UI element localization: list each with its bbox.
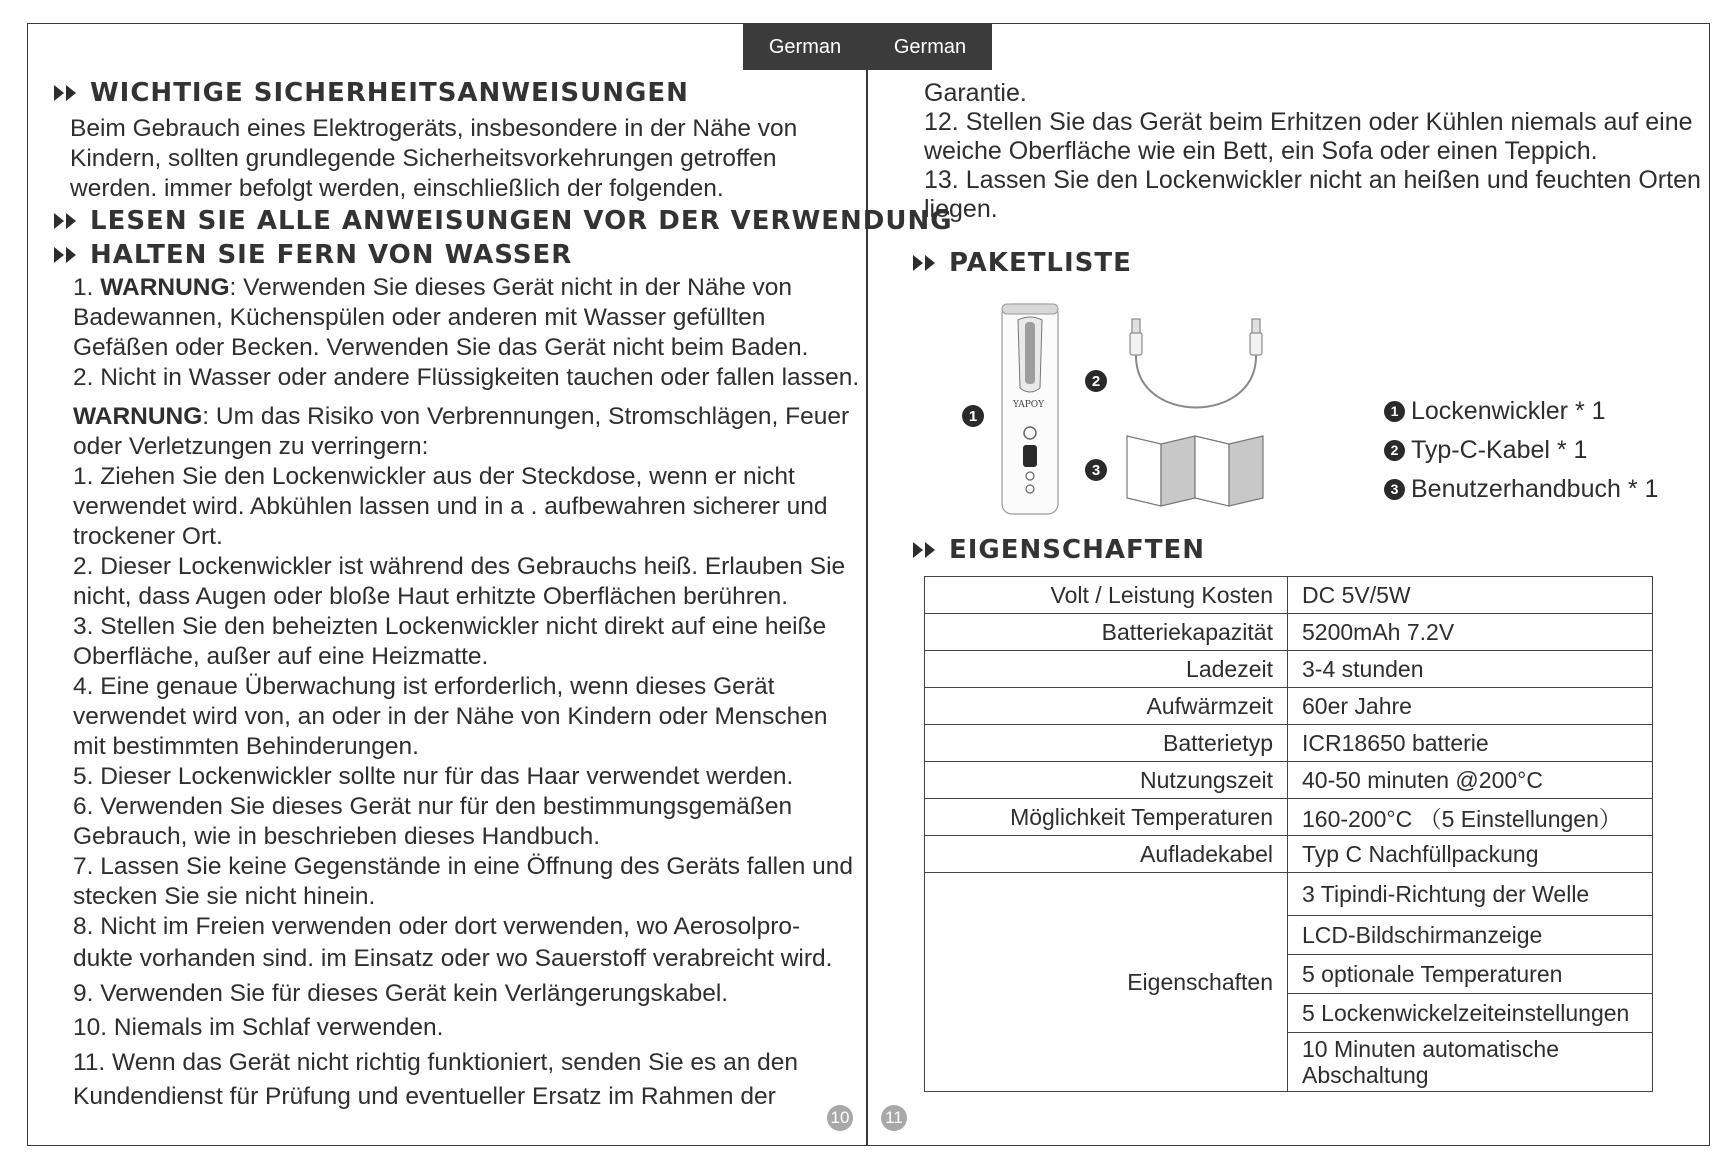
heading-safety-instructions [54, 78, 689, 108]
user-manual-image [1125, 432, 1270, 508]
heading-read-instructions [54, 206, 953, 236]
heading-package-list [913, 248, 1132, 278]
list-item [1384, 431, 1658, 470]
text-line: mit bestimmten Behinderungen. [73, 733, 419, 760]
table-row [925, 577, 1653, 614]
spec-value: 5 Lockenwickelzeiteinstellungen [1288, 994, 1653, 1033]
text-line: Beim Gebrauch eines Elektrogeräts, insbesondere in der Nähe von [70, 115, 798, 142]
intro-paragraph [70, 114, 797, 204]
text-line: Badewannen, Küchenspülen oder anderen mit Wasser gefüllten [73, 304, 766, 331]
heading-text: WICHTIGE SICHERHEITSANWEISUNGEN [90, 78, 689, 108]
package-list [1384, 392, 1658, 509]
warning-label: WARNUNG [100, 274, 230, 301]
text-line: Gefäßen oder Becken. Verwenden Sie das Gerät nicht beim Baden. [73, 334, 809, 361]
heading-text: EIGENSCHAFTEN [949, 535, 1206, 565]
list-item [1384, 392, 1658, 431]
double-arrow-icon [54, 85, 78, 101]
text-line: 6. Verwenden Sie dieses Gerät nur für den bestimmungsgemäßen [73, 793, 793, 820]
table-row [925, 762, 1653, 799]
text-line: Kindern, sollten grundlegende Sicherheitsvorkehrungen getroffen [70, 145, 777, 172]
table-row [925, 688, 1653, 725]
water-warning-list [73, 273, 859, 393]
burn-warning-list [73, 402, 853, 942]
text-line: stecken Sie sie nicht hinein. [73, 883, 376, 910]
table-row [925, 651, 1653, 688]
page-number-left: 10 [827, 1105, 853, 1131]
page-number-right: 11 [881, 1105, 907, 1131]
text-line: Kundendienst für Prüfung und eventueller Ersatz im Rahmen der [73, 1083, 776, 1110]
double-arrow-icon [54, 247, 78, 263]
text-line: weiche Oberfläche wie ein Bett, ein Sofa oder einen Teppich. [924, 137, 1598, 165]
badge-manual: 3 [1085, 459, 1107, 481]
text-line: Oberfläche, außer auf eine Heizmatte. [73, 643, 489, 670]
spec-value: LCD-Bildschirmanzeige [1288, 916, 1653, 955]
double-arrow-icon [913, 255, 937, 271]
text-line: 4. Eine genaue Überwachung ist erforderlich, wenn dieses Gerät [73, 673, 775, 700]
text-line: 7. Lassen Sie keine Gegenstände in eine Öffnung des Geräts fallen und [73, 853, 854, 880]
page-divider [866, 24, 868, 1145]
specification-table [924, 576, 1653, 1092]
text-span: : Verwenden Sie dieses Gerät nicht in der Nähe von [229, 274, 793, 301]
text-line: 8. Nicht im Freien verwenden oder dort verwenden, wo Aerosolpro- [73, 913, 801, 940]
heading-features [913, 535, 1205, 565]
text-line: 5. Dieser Lockenwickler sollte nur für das Haar verwendet werden. [73, 763, 794, 790]
badge-icon: 1 [1384, 401, 1405, 422]
warning-label: WARNUNG [73, 403, 203, 430]
text-line: werden. immer befolgt werden, einschließlich der folgenden. [70, 175, 724, 202]
text-line: 3. Stellen Sie den beheizten Lockenwickler nicht direkt auf eine heiße [73, 613, 827, 640]
text-span: : Um das Risiko von Verbrennungen, Stromschlägen, Feuer [202, 403, 850, 430]
text-line: dukte vorhanden sind. im Einsatz oder wo Sauerstoff verabreicht wird. [73, 945, 833, 972]
text-line: nicht, dass Augen oder bloße Haut erhitzte Oberflächen berühren. [73, 583, 789, 610]
spec-key: Batterietyp [925, 725, 1288, 762]
spec-value: 10 Minuten automatische Abschaltung [1288, 1033, 1653, 1092]
spec-value: Typ C Nachfüllpackung [1288, 836, 1653, 873]
spec-key: Möglichkeit Temperaturen [925, 799, 1288, 836]
badge-icon: 2 [1384, 440, 1405, 461]
table-row [925, 725, 1653, 762]
item-number: 1. [73, 274, 101, 301]
item-label: Benutzerhandbuch * 1 [1411, 475, 1659, 503]
device-brand: YAPOY [1013, 400, 1045, 410]
text-line: oder Verletzungen zu verringern: [73, 433, 429, 460]
text-line: 2. Dieser Lockenwickler ist während des Gebrauchs heiß. Erlauben Sie [73, 553, 846, 580]
spec-key: Nutzungszeit [925, 762, 1288, 799]
heading-text: HALTEN SIE FERN VON WASSER [90, 240, 573, 270]
spec-key: Batteriekapazität [925, 614, 1288, 651]
heading-text: PAKETLISTE [949, 248, 1132, 278]
text-line: Garantie. [924, 79, 1027, 107]
spec-value: 160-200°C （5 Einstellungen） [1288, 799, 1653, 836]
spec-value: 5200mAh 7.2V [1288, 614, 1653, 651]
item-label: Lockenwickler * 1 [1411, 397, 1606, 425]
heading-keep-away-water [54, 240, 572, 270]
spec-value: 5 optionale Temperaturen [1288, 955, 1653, 994]
language-tab-left: German [743, 24, 867, 70]
table-row [925, 873, 1653, 916]
text-line: 9. Verwenden Sie für dieses Gerät kein Verlängerungskabel. [73, 979, 729, 1007]
spec-key: Ladezeit [925, 651, 1288, 688]
spec-key: Volt / Leistung Kosten [925, 577, 1288, 614]
spec-value: DC 5V/5W [1288, 577, 1653, 614]
text-line: Gebrauch, wie in beschrieben dieses Handbuch. [73, 823, 601, 850]
badge-icon: 3 [1384, 479, 1405, 500]
badge-curler: 1 [962, 405, 984, 427]
warning-list-end [924, 79, 1701, 224]
text-line: 1. Ziehen Sie den Lockenwickler aus der Steckdose, wenn er nicht [73, 463, 795, 490]
language-tab-right: German [868, 24, 992, 70]
spec-key: Aufwärmzeit [925, 688, 1288, 725]
heading-text: LESEN SIE ALLE ANWEISUNGEN VOR DER VERWENDUNG [90, 206, 953, 236]
text-line [73, 273, 859, 303]
text-line: verwendet wird von, an oder in der Nähe von Kindern oder Menschen [73, 703, 828, 730]
text-line: 13. Lassen Sie den Lockenwickler nicht an heißen und feuchten Orten [924, 166, 1701, 194]
spec-key: Aufladekabel [925, 836, 1288, 873]
text-line: liegen. [924, 195, 998, 223]
text-line: 10. Niemals im Schlaf verwenden. [73, 1014, 444, 1041]
text-line: 2. Nicht in Wasser oder andere Flüssigkeiten tauchen oder fallen lassen. [73, 364, 860, 391]
warning-list-continued [73, 942, 832, 1115]
double-arrow-icon [54, 213, 78, 229]
table-row [925, 836, 1653, 873]
text-line: verwendet wird. Abkühlen lassen und in a . aufbewahren sicherer und [73, 493, 828, 520]
text-line: 11. Wenn das Gerät nicht richtig funktioniert, senden Sie es an den [73, 1048, 798, 1076]
spec-value: 60er Jahre [1288, 688, 1653, 725]
usb-c-cable-image [1125, 315, 1270, 425]
text-line: 12. Stellen Sie das Gerät beim Erhitzen oder Kühlen niemals auf eine [924, 108, 1693, 136]
spec-value: 3 Tipindi-Richtung der Welle [1288, 873, 1653, 916]
badge-cable: 2 [1085, 370, 1107, 392]
double-arrow-icon [913, 542, 937, 558]
list-item [1384, 470, 1658, 509]
table-row [925, 614, 1653, 651]
table-row [925, 799, 1653, 836]
spec-key: Eigenschaften [925, 873, 1288, 1092]
text-line [73, 402, 853, 432]
spec-value: 3-4 stunden [1288, 651, 1653, 688]
text-line: trockener Ort. [73, 523, 223, 550]
spec-value: 40-50 minuten @200°C [1288, 762, 1653, 799]
spec-value: ICR18650 batterie [1288, 725, 1653, 762]
item-label: Typ-C-Kabel * 1 [1411, 436, 1588, 464]
curler-device-image [996, 300, 1066, 520]
